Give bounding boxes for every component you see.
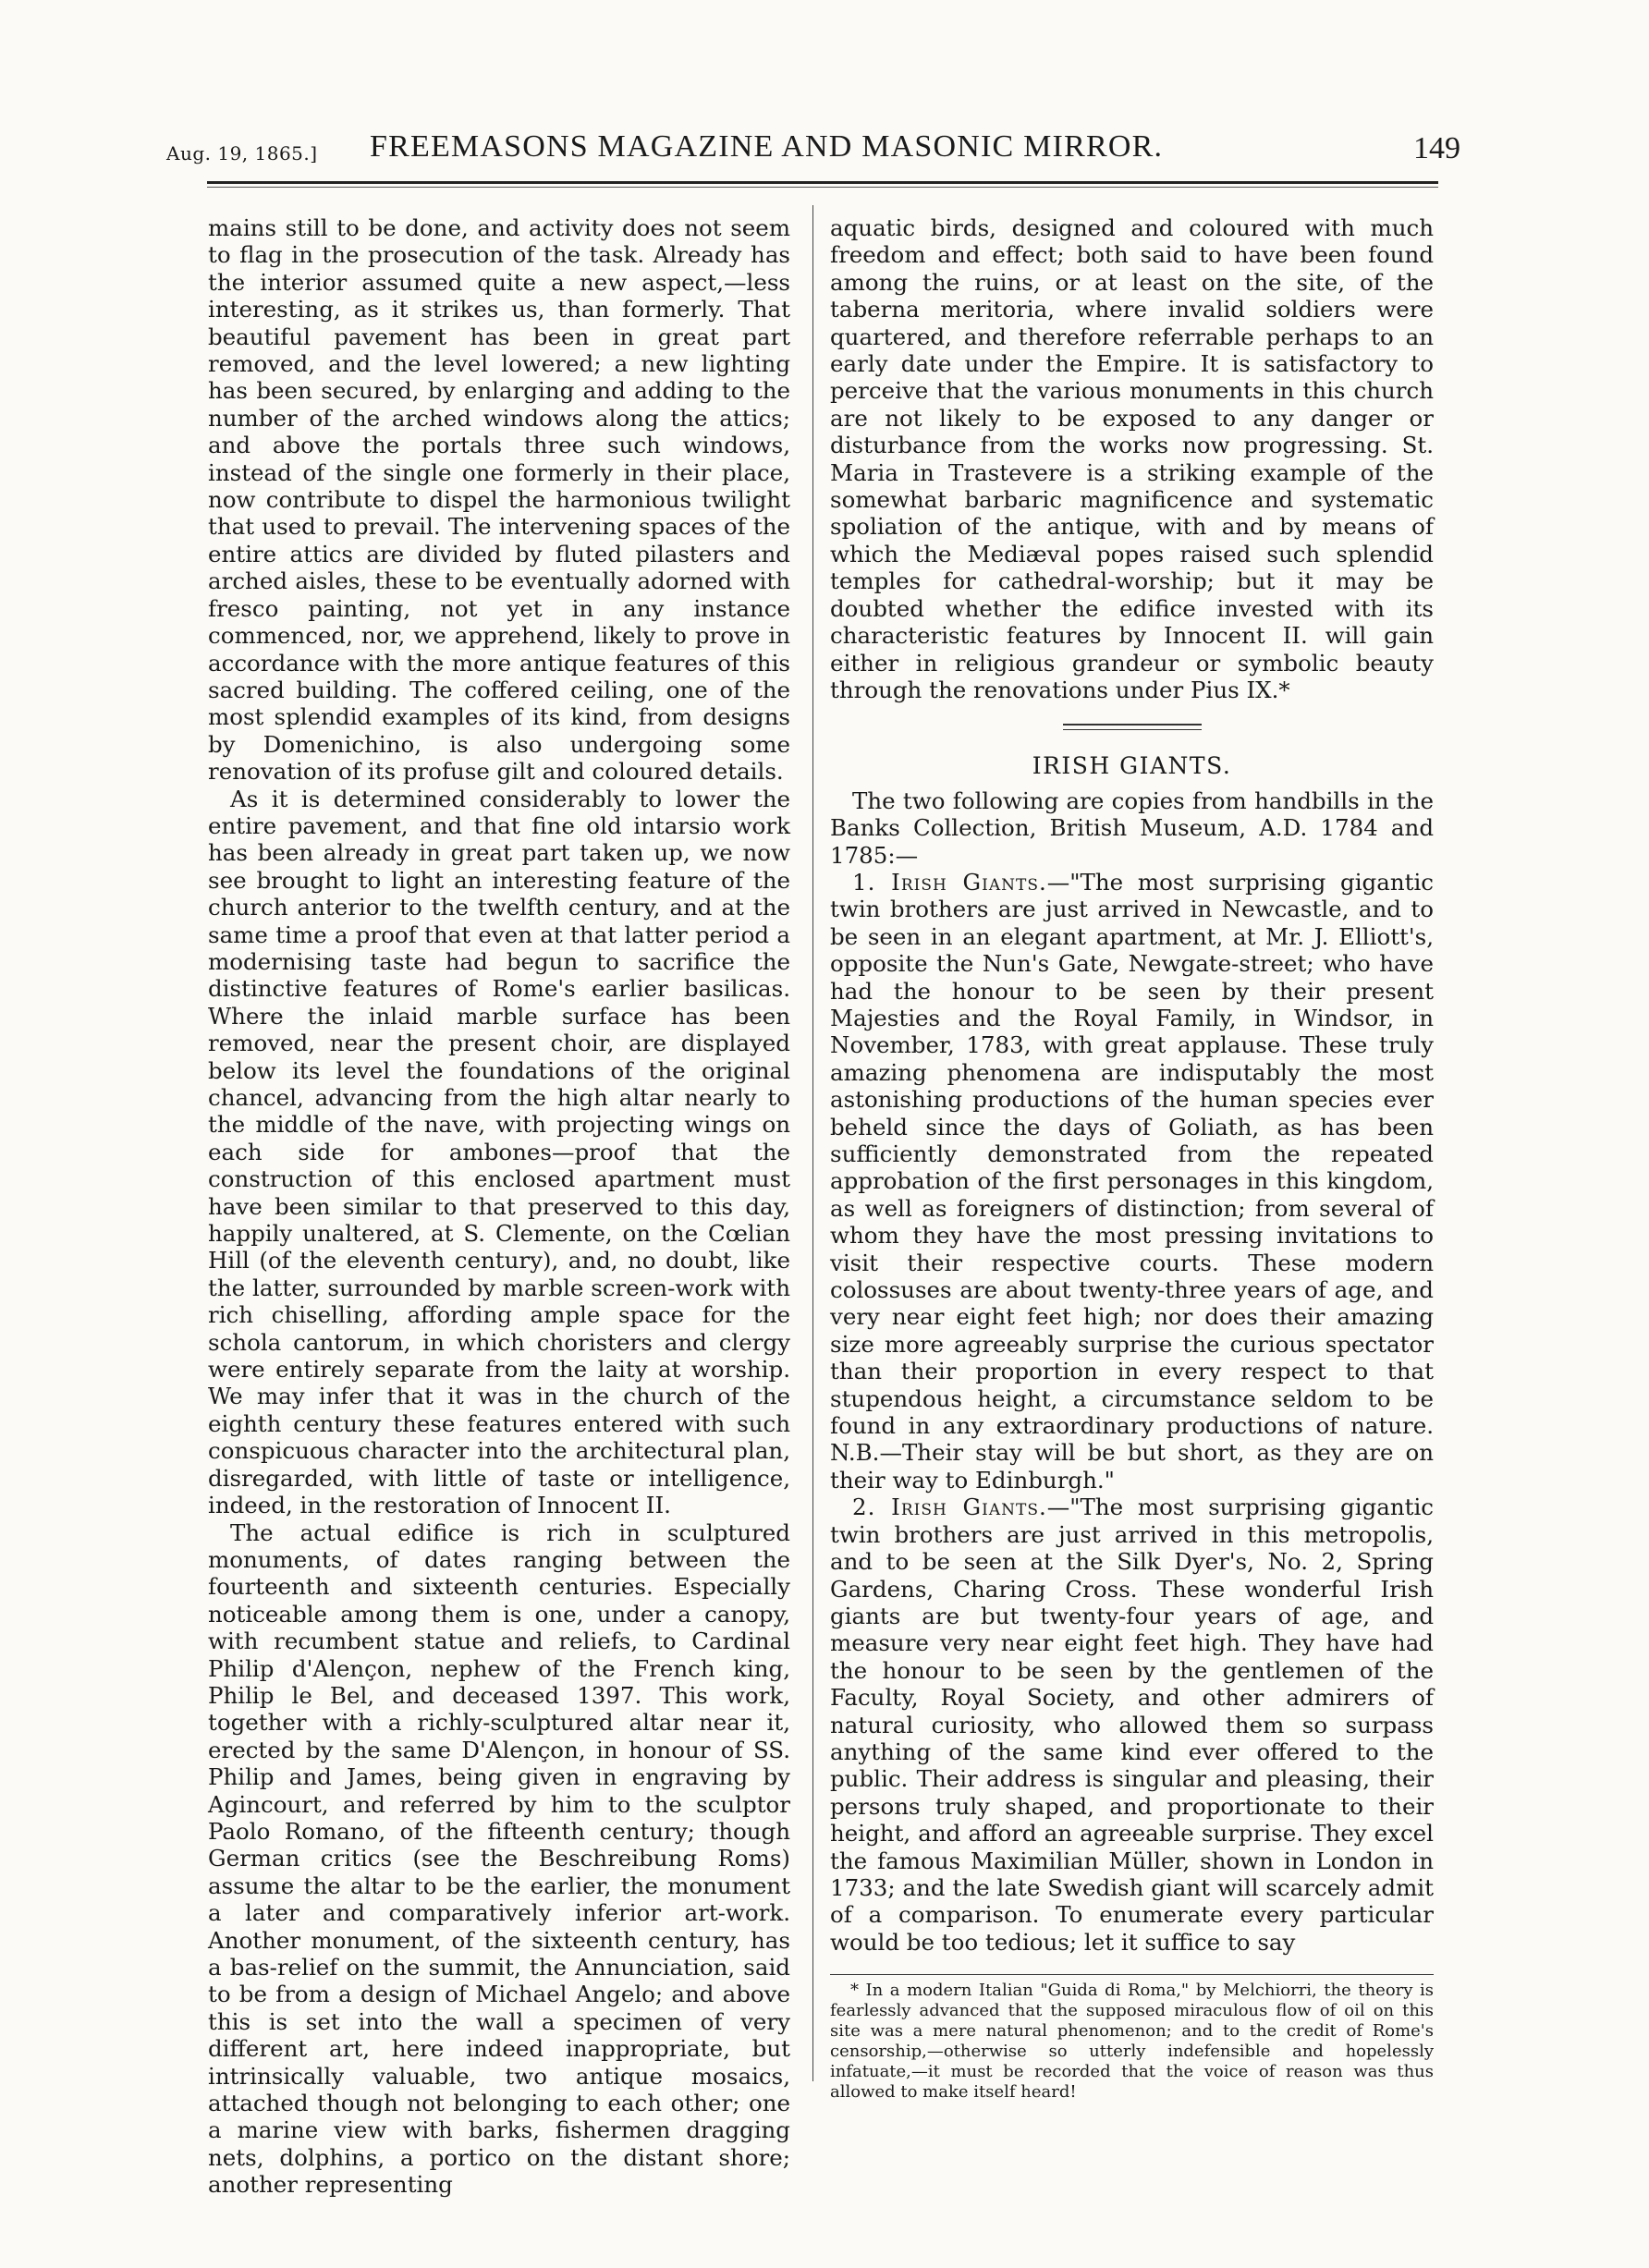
footnote-rule [830, 1974, 1434, 1975]
magazine-title: FREEMASONS MAGAZINE AND MASONIC MIRROR. [370, 129, 1164, 164]
handbill-1-text: —"The most surprising gigantic twin brothers are just arrived in Newcastle, and to be seen in an elegant apartment, at Mr. J. Elliott's, opposite the Nun's Gate, Newgate-street; who have had the honour to be seen by their present Majesties and the Royal Family, in Windsor, in November, 1783, with great applause. These truly amazing phenomena are indisputably the most astonishing productions of the human species ever beheld since the days of Goliath, as has been sufficiently demonstrated from the repeated approbation of the first personages in this kingdom, as well as foreigners of distinction; from several of whom they have the most pressing invitations to visit their respective courts. These modern colossuses are about twenty-three years of age, and very near eight feet high; nor does their amazing size more agreeably surprise the curious spectator than their proportion in every respect to that stupendous height, a circumstance seldom to be found in any extraordinary productions of nature. N.B.—Their stay will be but short, as they are on their way to Edinburgh." [830, 868, 1435, 1494]
handbill-2 [830, 1494, 1434, 1956]
handbill-1 [830, 869, 1434, 1494]
handbill-2-lead: 2. Irish Giants. [852, 1494, 1047, 1521]
right-column [830, 214, 1434, 2103]
section-intro: The two following are copies from handbills in the Banks Collection, British Museum, A.D. 1784 and 1785:— [830, 786, 1434, 869]
left-paragraph-1: mains still to be done, and activity does not seem to flag in the prosecution of the task. Already has the interior assumed quite a new aspect,—less interesting, as it strikes us, than formerly. That beautiful pavement has been in great part removed, and the level lowered; a new lighting has been secured, by enlarging and adding to the number of the arched windows along the attics; and above the portals three such windows, instead of the single one formerly in their place, now contribute to dispel the harmonious twilight that used to prevail. The intervening spaces of the entire attics are divided by fluted pilasters and arched aisles, these to be eventually adorned with fresco painting, not yet in any instance commenced, nor, we apprehend, likely to prove in accordance with the more antique features of this sacred building. The coffered ceiling, one of the most splendid examples of its kind, from designs by Domenichino, is also undergoing some renovation of its profuse gilt and coloured details. [208, 214, 790, 786]
section-title: IRISH GIANTS. [1032, 752, 1232, 780]
left-paragraph-2: As it is determined considerably to lower the entire pavement, and that fine old intarsio work has been already in great part taken up, we now see brought to light an interesting feature of the church anterior to the twelfth century, and at the same time a proof that even at that latter period a modernising taste had begun to sacrifice the distinctive features of Rome's earlier basilicas. Where the inlaid marble surface has been removed, near the present choir, are displayed below its level the foundations of the original chancel, advancing from the high altar nearly to the middle of the nave, with projecting wings on each side for ambones—proof that the construction of this enclosed apartment must have been similar to that preserved to this day, happily unaltered, at S. Clemente, on the Cœlian Hill (of the eleventh century), and, no doubt, like the latter, surrounded by marble screen-work with rich chiselling, affording ample space for the schola cantorum, in which choristers and clergy were entirely separate from the laity at worship. We may infer that it was in the church of the eighth century these features entered with such conspicuous character into the architectural plan, disregarded, with little of taste or intelligence, indeed, in the restoration of Innocent II. [208, 785, 790, 1519]
right-paragraph-1: aquatic birds, designed and coloured with much freedom and effect; both said to have been found among the ruins, or at least on the site, of the taberna meritoria, where invalid soldiers were quartered, and therefore referrable perhaps to an early date under the Empire. It is satisfactory to perceive that the various monuments in this church are not likely to be exposed to any danger or disturbance from the works now progressing. St. Maria in Trastevere is a striking example of the somewhat barbaric magnificence and systematic spoliation of the antique, with and by means of which the Mediæval popes raised such splendid temples for cathedral-worship; but it may be doubted whether the edifice invested with its characteristic features by Innocent II. will gain either in religious grandeur or symbolic beauty through the renovations under Pius IX.* [830, 214, 1434, 703]
page-number: 149 [1413, 131, 1460, 165]
handbill-1-lead: 1. Irish Giants. [852, 868, 1047, 896]
footnote: * In a modern Italian "Guida di Roma," by Melchiorri, the theory is fearlessly advanced that the supposed miraculous flow of oil on this site was a mere natural phenomenon; and to the credit of Rome's censorship,—otherwise so utterly indefensible and hopelessly infatuate,—it must be recorded that the voice of reason was thus allowed to make itself heard! [830, 1981, 1434, 2103]
section-separator [1063, 724, 1202, 730]
header-rule [207, 181, 1438, 184]
issue-date: Aug. 19, 1865.] [166, 142, 318, 165]
left-paragraph-3: The actual edifice is rich in sculptured monuments, of dates ranging between the fourteenth and sixteenth centuries. Especially noticeable among them is one, under a canopy, with recumbent statue and reliefs, to Cardinal Philip d'Alençon, nephew of the French king, Philip le Bel, and deceased 1397. This work, together with a richly-sculptured altar near it, erected by the same D'Alençon, in honour of SS. Philip and James, being given in engraving by Agincourt, and referred by him to the sculptor Paolo Romano, of the fifteenth century; though German critics (see the Beschreibung Roms) assume the altar to be the earlier, the monument a later and comparatively inferior art-work. Another monument, of the sixteenth century, has a bas-relief on the summit, the Annunciation, said to be from a design of Michael Angelo; and above this is set into the wall a specimen of very different art, here indeed inappropriate, but intrinsically valuable, two antique mosaics, attached though not belonging to each other; one a marine view with barks, fishermen dragging nets, dolphins, a portico on the distant shore; another representing [208, 1518, 790, 2199]
left-column [208, 214, 790, 2199]
header-rule-thin [207, 187, 1438, 188]
running-head [166, 126, 1460, 181]
handbill-2-text: —"The most surprising gigantic twin brothers are just arrived in this metropolis, and to be seen at the Silk Dyer's, No. 2, Spring Gardens, Charing Cross. These wonderful Irish giants are but twenty-four years of age, and measure very near eight feet high. They have had the honour to be seen by the gentlemen of the Faculty, Royal Society, and other admirers of natural curiosity, who allowed them so surpass anything of the same kind ever offered to the public. Their address is singular and pleasing, their persons truly shaped, and proportionate to their height, and afford an agreeable surprise. They excel the famous Maximilian Müller, shown in London in 1733; and the late Swedish giant will scarcely admit of a comparison. To enumerate every particular would be too tedious; let it suffice to say [830, 1494, 1435, 1956]
column-divider [812, 205, 813, 2081]
